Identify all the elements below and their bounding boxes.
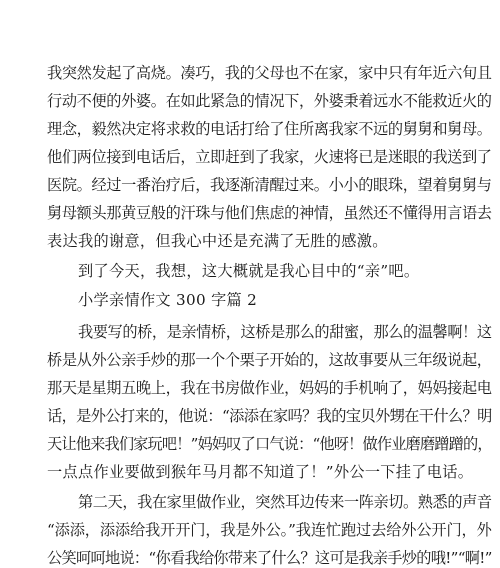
paragraph-2-line: 到了今天，我想，这大概就是我心目中的“亲”吧。 (78, 262, 420, 280)
paragraph-3-line: 天让他来我们家玩吧！”妈妈叹了口气说：“他呀！做作业磨磨蹭蹭的， (47, 435, 492, 453)
paragraph-1-line: 我突然发起了高烧。凑巧，我的父母也不在家，家中只有年近六旬且 (47, 64, 492, 82)
paragraph-3-line: 我要写的桥，是亲情桥，这桥是那么的甜蜜，那么的温馨啊！这 (78, 323, 492, 341)
paragraph-4-line: “添添，添添给我开开门，我是外公。”我连忙跑过去给外公开门，外 (47, 521, 492, 539)
paragraph-1-line: 医院。经过一番治疗后，我逐渐清醒过来。小小的眼珠，望着舅舅与 (47, 176, 492, 194)
paragraph-1-line: 他们两位接到电话后，立即赶到了我家，火速将已是迷眼的我送到了 (47, 148, 492, 166)
paragraph-1-line: 表达我的谢意，但我心中还是充满了无胜的感激。 (47, 232, 388, 250)
paragraph-4-line: 公笑呵呵地说：“你看我给你带来了什么？这可是我亲手炒的哦!”“啊!” (47, 549, 492, 567)
paragraph-3-line: 话，是外公打来的，他说：“添添在家吗？我的宝贝外甥在干什么？明 (47, 407, 492, 425)
paragraph-1-line: 舅母额头那黄豆般的汗珠与他们焦虑的神情，虽然还不懂得用言语去 (47, 204, 492, 222)
paragraph-3-line: 桥是从外公亲手炒的那一个个栗子开始的，这故事要从三年级说起， (47, 351, 492, 369)
paragraph-3-line: 那天是星期五晚上，我在书房做作业，妈妈的手机响了，妈妈接起电 (47, 379, 492, 397)
section-heading: 小学亲情作文 300 字篇 2 (78, 291, 258, 309)
paragraph-1-line: 行动不便的外婆。在如此紧急的情况下，外婆秉着远水不能救近火的 (47, 92, 492, 110)
paragraph-3-line: 一点点作业要做到猴年马月都不知道了！”外公一下挂了电话。 (47, 463, 474, 481)
paragraph-1-line: 理念，毅然决定将求救的电话打给了住所离我家不远的舅舅和舅母。 (47, 120, 492, 138)
paragraph-4-line: 第二天，我在家里做作业，突然耳边传来一阵亲切。熟悉的声音 (78, 493, 492, 511)
